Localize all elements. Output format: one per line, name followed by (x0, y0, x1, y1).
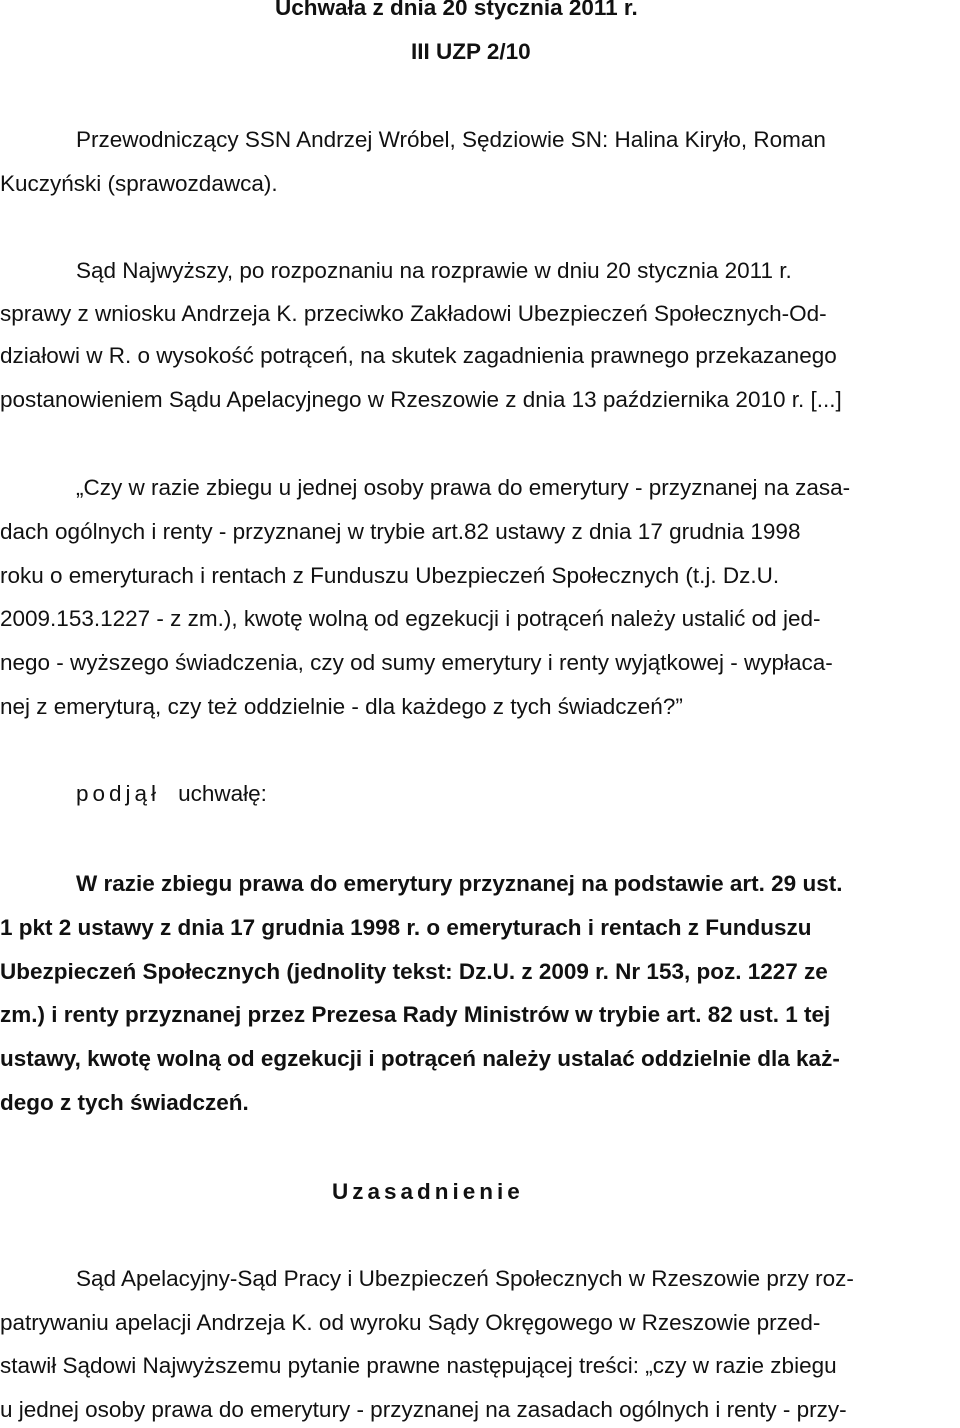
justification-line-1: Sąd Apelacyjny-Sąd Pracy i Ubezpieczeń Społecznych w Rzeszowie przy roz- (76, 1266, 854, 1291)
question-line-4: 2009.153.1227 - z zm.), kwotę wolną od egzekucji i potrąceń należy ustalić od jed- (0, 606, 821, 631)
resolution-heading (0, 780, 960, 808)
justification-heading: Uzasadnienie (332, 1179, 524, 1204)
question-line-3: roku o emeryturach i rentach z Funduszu Ubezpieczeń Społecznych (t.j. Dz.U. (0, 563, 780, 588)
resolution-heading-rest: uchwałę: (178, 781, 267, 806)
resolution-line-2: 1 pkt 2 ustawy z dnia 17 grudnia 1998 r. o emeryturach i rentach z Funduszu (0, 915, 812, 940)
resolution-line-5: ustawy, kwotę wolną od egzekucji i potrąceń należy ustalać oddzielnie dla każ- (0, 1046, 840, 1071)
justification-line-3: stawił Sądowi Najwyższemu pytanie prawne następującej treści: „czy w razie zbiegu (0, 1353, 837, 1378)
resolution-line-1: W razie zbiegu prawa do emerytury przyznanej na podstawie art. 29 ust. (76, 871, 843, 896)
question-line-5: nego - wyższego świadczenia, czy od sumy emerytury i renty wyjątkowej - wypłaca- (0, 650, 833, 675)
resolution-line-3: Ubezpieczeń Społecznych (jednolity tekst: Dz.U. z 2009 r. Nr 153, poz. 1227 ze (0, 959, 828, 984)
question-line-1: „Czy w razie zbiegu u jednej osoby prawa do emerytury - przyznanej na zasa- (76, 475, 851, 500)
document-title: Uchwała z dnia 20 stycznia 2011 r. (275, 0, 638, 20)
composition-line-1: Przewodniczący SSN Andrzej Wróbel, Sędziowie SN: Halina Kiryło, Roman (76, 127, 826, 152)
intro-line-1: Sąd Najwyższy, po rozpoznaniu na rozprawie w dniu 20 stycznia 2011 r. (76, 258, 792, 283)
intro-line-3: działowi w R. o wysokość potrąceń, na skutek zagadnienia prawnego przekazanego (0, 343, 837, 368)
justification-line-4: u jednej osoby prawa do emerytury - przyznanej na zasadach ogólnych i renty - przy- (0, 1397, 847, 1422)
case-number: III UZP 2/10 (411, 39, 531, 64)
resolution-heading-spaced: podjął (76, 781, 161, 806)
justification-line-2: patrywaniu apelacji Andrzeja K. od wyroku Sądy Okręgowego w Rzeszowie przed- (0, 1310, 821, 1335)
intro-line-4: postanowieniem Sądu Apelacyjnego w Rzeszowie z dnia 13 października 2010 r. [...] (0, 387, 842, 412)
question-line-2: dach ogólnych i renty - przyznanej w trybie art.82 ustawy z dnia 17 grudnia 1998 (0, 519, 801, 544)
intro-line-2: sprawy z wniosku Andrzeja K. przeciwko Zakładowi Ubezpieczeń Społecznych-Od- (0, 301, 827, 326)
composition-line-2: Kuczyński (sprawozdawca). (0, 171, 278, 196)
resolution-line-6: dego z tych świadczeń. (0, 1090, 249, 1115)
question-line-6: nej z emeryturą, czy też oddzielnie - dla każdego z tych świadczeń?” (0, 694, 683, 719)
resolution-line-4: zm.) i renty przyznanej przez Prezesa Rady Ministrów w trybie art. 82 ust. 1 tej (0, 1002, 831, 1027)
